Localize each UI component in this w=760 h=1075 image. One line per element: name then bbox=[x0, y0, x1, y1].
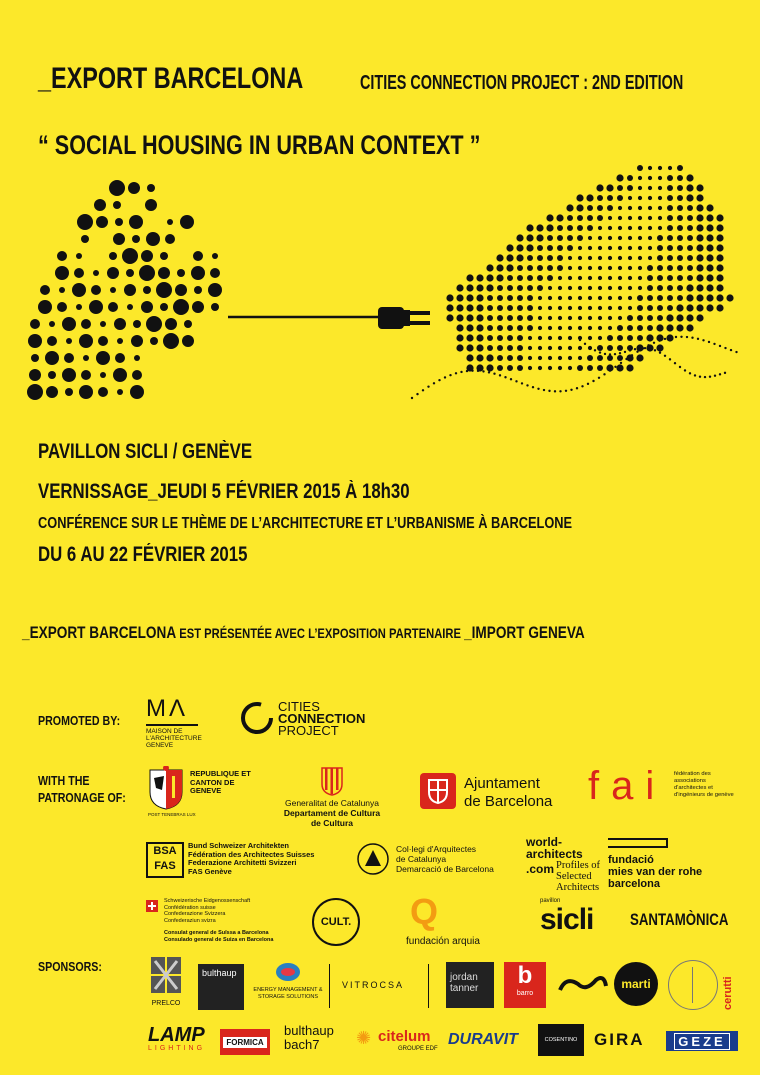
geneve-text: REPUBLIQUE ET CANTON DE GENEVE bbox=[190, 769, 251, 795]
partner-export: _EXPORT BARCELONA bbox=[22, 623, 177, 642]
swiss-line2: Confédération suisse bbox=[164, 904, 216, 911]
theme-heading: “ SOCIAL HOUSING IN URBAN CONTEXT ” bbox=[38, 130, 481, 160]
promoted-by-label: PROMOTED BY: bbox=[38, 713, 121, 728]
ajuntament-line1: Ajuntament bbox=[464, 775, 540, 792]
energy-storage-logo bbox=[250, 962, 326, 1000]
lamp-lighting-logo bbox=[148, 1025, 205, 1052]
export-barcelona-title: _EXPORT BARCELONA bbox=[38, 62, 304, 95]
geneve-motto: POST TENEBRAS LUX bbox=[148, 812, 196, 817]
barcelona-crest-icon bbox=[420, 773, 456, 809]
arquia-text: fundación arquia bbox=[406, 936, 480, 947]
coac-line1: Col·legi d'Arquitectes bbox=[396, 844, 477, 854]
mies-line2: mies van der rohe bbox=[608, 866, 703, 878]
bulthaup-bach7-logo bbox=[284, 1024, 334, 1052]
formica-logo bbox=[220, 1029, 270, 1055]
jordan-text: jordan tanner bbox=[450, 972, 479, 994]
geze-text: GEZE bbox=[674, 1033, 729, 1050]
geneva-dot-map bbox=[27, 180, 222, 400]
fai-mark: fai bbox=[588, 764, 667, 808]
cult-text: CULT. bbox=[320, 916, 352, 928]
bach7-text: bach7 bbox=[284, 1037, 320, 1052]
barcelona-dot-map bbox=[411, 165, 738, 399]
formica-text: FORMICA bbox=[223, 1037, 266, 1048]
ccp-line1: CITIES bbox=[278, 699, 320, 714]
prelco-text: PRELCO bbox=[151, 1000, 181, 1007]
duravit-logo: DURAVIT bbox=[448, 1031, 518, 1048]
ma-mark: MΛ bbox=[146, 695, 189, 722]
citelum-text: citelum bbox=[378, 1028, 431, 1045]
geze-logo bbox=[666, 1031, 738, 1051]
sponsor-divider bbox=[428, 964, 429, 1008]
geneva-coat-of-arms-icon bbox=[146, 766, 186, 810]
ccp-ring-icon bbox=[240, 700, 276, 736]
exhibition-dates: DU 6 AU 22 FÉVRIER 2015 bbox=[38, 543, 248, 566]
sb-mark-icon bbox=[556, 970, 608, 1004]
swiss-line6: Consulado general de Suiza en Barcelona bbox=[164, 936, 274, 943]
city-maps-plug-illustration bbox=[0, 160, 760, 420]
partner-import: _IMPORT GENEVA bbox=[464, 623, 585, 642]
wa-line4: Profiles of Selected Architects bbox=[556, 860, 601, 893]
swiss-flag-icon bbox=[146, 900, 158, 912]
wa-line2: architects bbox=[526, 847, 583, 861]
coac-seal-icon bbox=[356, 842, 390, 876]
swiss-line4: Confederaziun svizra bbox=[164, 917, 216, 924]
vitrocsa-logo: VITROCSA bbox=[342, 980, 405, 990]
generalitat-line1: Generalitat de Catalunya bbox=[284, 798, 380, 808]
sponsors-label: SPONSORS: bbox=[38, 959, 102, 974]
marti-logo bbox=[614, 962, 658, 1006]
citelum-sub: GROUPE EDF bbox=[398, 1046, 438, 1052]
mies-van-der-rohe-logo bbox=[608, 838, 702, 890]
fai-text: fédération des associations d'architectes et d'ingénieurs de genève bbox=[674, 771, 734, 798]
energy-swirl-icon bbox=[275, 962, 301, 982]
generalitat-logo: Generalitat de Catalunya Departament de Cultura de Cultura bbox=[276, 766, 388, 828]
bsa-mark: BSA FAS bbox=[146, 842, 184, 878]
bulthaup-text: bulthaup bbox=[202, 968, 237, 978]
citelum-star-icon: ✺ bbox=[356, 1028, 372, 1048]
conference: CONFÉRENCE SUR LE THÈME DE L’ARCHITECTURE ET L’URBANISME À BARCELONE bbox=[38, 515, 573, 532]
bsa-line1: Bund Schweizer Architekten bbox=[188, 841, 289, 850]
cities-connection-subtitle: CITIES CONNECTION PROJECT : 2ND EDITION bbox=[360, 72, 684, 94]
sicli-small: pavillon bbox=[540, 898, 561, 904]
ccp-line3: PROJECT bbox=[278, 723, 339, 738]
mies-line3: barcelona bbox=[608, 878, 660, 890]
bsa-line2: Fédération des Architectes Suisses bbox=[188, 849, 315, 859]
barro-text: barro bbox=[516, 990, 534, 997]
swiss-line3: Confederazione Svizzera bbox=[164, 911, 226, 917]
bsa-line3: Federazione Architetti Svizzeri bbox=[188, 858, 297, 867]
venue: PAVILLON SICLI / GENÈVE bbox=[38, 440, 253, 463]
wa-line3: .com bbox=[526, 862, 555, 876]
marti-text: marti bbox=[621, 977, 651, 991]
world-architects-logo bbox=[526, 835, 601, 893]
bulthaup2-text: bulthaup bbox=[284, 1023, 334, 1038]
cosentino-logo bbox=[538, 1024, 584, 1056]
jordan-tanner-logo bbox=[446, 962, 494, 1008]
pavillon-sicli-logo bbox=[540, 898, 593, 936]
mies-bar-icon bbox=[608, 838, 668, 848]
ma-divider bbox=[146, 724, 198, 726]
coac-line3: Demarcació de Barcelona bbox=[396, 864, 494, 874]
sponsor-divider bbox=[329, 964, 330, 1008]
swiss-line5: Consulat general de Suïssa a Barcelona bbox=[164, 930, 269, 936]
maison-architecture-logo bbox=[146, 697, 206, 749]
coac-line2: de Catalunya bbox=[396, 854, 447, 864]
santamonica-logo: SANTAMÒNICA bbox=[630, 910, 729, 929]
ccp-line2: CONNECTION bbox=[278, 711, 366, 726]
lamp-sub: LIGHTING bbox=[148, 1045, 206, 1052]
sipc-seal-logo bbox=[668, 960, 718, 1010]
generalitat-line2: Departament de Cultura bbox=[283, 808, 381, 818]
cult-logo bbox=[312, 898, 360, 946]
mies-line1: fundació bbox=[608, 854, 654, 866]
swiss-line1: Schweizerische Eidgenossenschaft bbox=[164, 898, 251, 904]
bsa-line4: FAS Genève bbox=[188, 866, 232, 876]
prelco-mark-icon bbox=[149, 955, 183, 995]
lamp-text: LAMP bbox=[148, 1024, 205, 1046]
ma-text: MAISON DE L'ARCHITECTURE GENEVE bbox=[146, 728, 202, 749]
cerutti-logo: cerutti bbox=[722, 976, 734, 1010]
sb-design-logo bbox=[556, 970, 608, 1009]
gira-logo: GIRA bbox=[594, 1030, 645, 1049]
prelco-logo bbox=[148, 955, 184, 1007]
partner-exhibition-line bbox=[22, 623, 585, 643]
arquia-q-icon: Q bbox=[410, 891, 439, 932]
sicli-text: sicli bbox=[540, 903, 594, 936]
energy-text: ENERGY MANAGEMENT & STORAGE SOLUTIONS bbox=[253, 987, 323, 1000]
patronage-label: WITH THE PATRONAGE OF: bbox=[38, 773, 126, 805]
cosentino-text: COSENTINO bbox=[544, 1037, 578, 1043]
wa-line1: world- bbox=[526, 835, 562, 849]
vernissage: VERNISSAGE_JEUDI 5 FÉVRIER 2015 À 18h30 bbox=[38, 480, 410, 503]
plug-icon bbox=[228, 307, 430, 329]
bulthaup-logo bbox=[198, 964, 244, 1010]
ajuntament-line2: de Barcelona bbox=[464, 793, 553, 810]
partner-middle: EST PRÉSENTÉE AVEC L’EXPOSITION PARTENAIRE bbox=[176, 625, 465, 641]
catalunya-shield-icon bbox=[320, 766, 344, 796]
barro-logo: b barro bbox=[504, 962, 546, 1008]
